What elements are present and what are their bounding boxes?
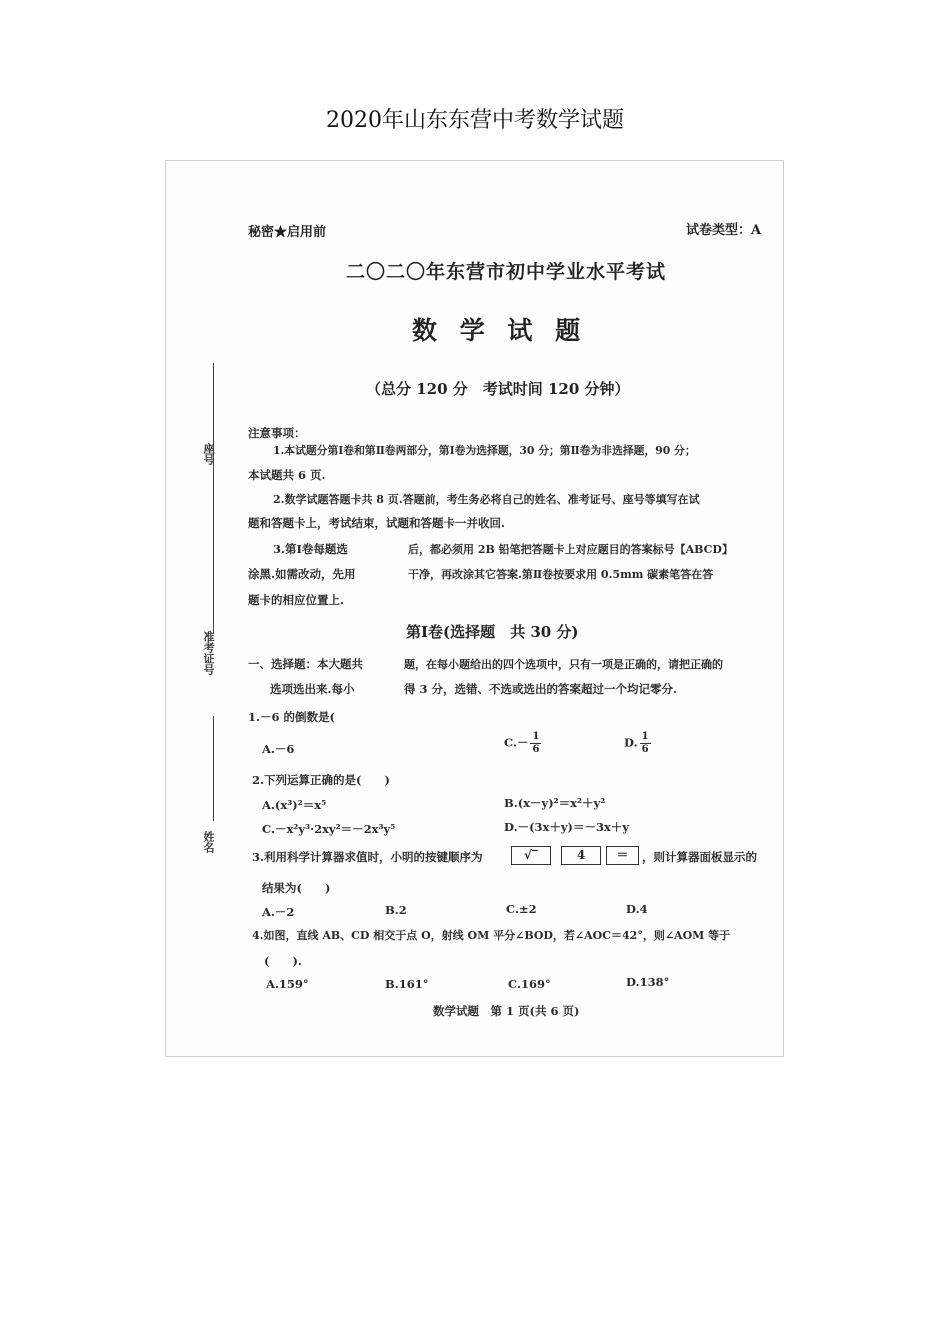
calculator-key-equals: ＝ [606, 846, 639, 865]
question-4-stem: 4.如图，直线 AB、CD 相交于点 O，射线 OM 平分∠BOD，若∠AOC＝42°，则∠AOM 等于 [252, 929, 731, 942]
binding-line-middle [213, 493, 214, 633]
question-1-option-a: A.－6 [262, 742, 295, 756]
question-1-option-c [504, 731, 541, 756]
notice-line: 1.本试题分第Ⅰ卷和第Ⅱ卷两部分，第Ⅰ卷为选择题，30 分；第Ⅱ卷为非选择题，90 分； [273, 444, 696, 457]
notice-line: 本试题共 6 页. [248, 468, 326, 482]
fraction-numerator: 1 [532, 731, 540, 742]
side-label-seat: 座号 [202, 443, 215, 465]
option-c-prefix: C.－ [504, 735, 529, 750]
question-4-paren: ( ). [264, 954, 302, 968]
fraction [640, 731, 651, 756]
notice-line: 题卡的相应位置上. [248, 593, 345, 607]
section-title: 第Ⅰ卷(选择题 共 30 分) [406, 623, 579, 641]
question-1-stem: 1.－6 的倒数是( [248, 710, 335, 724]
question-3-option-b: B.2 [385, 903, 407, 917]
question-3-option-c: C.±2 [506, 902, 537, 916]
secret-label: 秘密★启用前 [248, 225, 327, 240]
question-2-stem: 2.下列运算正确的是( ) [252, 773, 390, 787]
question-4-option-c: C.169° [508, 977, 551, 991]
question-4-option-b: B.161° [385, 977, 429, 991]
calculator-key-4: 4 [561, 846, 601, 865]
score-time: （总分 120 分 考试时间 120 分钟） [366, 380, 630, 398]
instructions-line: 一、选择题：本大题共 [248, 657, 363, 671]
question-2-option-b: B.(x－y)²＝x²＋y² [504, 796, 606, 810]
question-3-option-d: D.4 [626, 902, 648, 916]
question-3-stem: 3.利用科学计算器求值时，小明的按键顺序为 [252, 850, 483, 864]
question-1-option-d [624, 731, 651, 756]
notice-line: 题和答题卡上，考试结束，试题和答题卡一并收回. [248, 516, 506, 530]
question-4-option-a: A.159° [266, 977, 309, 991]
binding-line-lower [213, 716, 214, 821]
fraction [530, 731, 541, 756]
scanned-exam-page [165, 160, 784, 1057]
question-2-option-c: C.－x²y³·2xy²＝－2x³y⁵ [262, 822, 396, 836]
option-d-prefix: D. [624, 735, 638, 750]
question-4-option-d: D.138° [626, 975, 670, 989]
question-3-stem-end: 结果为( ) [262, 881, 331, 895]
notice-line: 后，都必须用 2B 铅笔把答题卡上对应题目的答案标号【ABCD】 [408, 543, 733, 556]
notice-line: 3.第Ⅰ卷每题选 [273, 542, 348, 556]
notice-line: 干净，再改涂其它答案.第Ⅱ卷按要求用 0.5mm 碳素笔答在答 [408, 568, 714, 581]
notice-line: 2.数学试题答题卡共 8 页.答题前，考生务必将自己的姓名、准考证号、座号等填写在试 [273, 493, 700, 506]
page-footer: 数学试题 第 1 页(共 6 页) [433, 1004, 580, 1018]
notice-title: 注意事项： [248, 426, 306, 440]
question-2-option-a: A.(x³)²＝x⁵ [262, 798, 327, 812]
calculator-key-sqrt: √‾ [511, 846, 551, 865]
instructions-line: 题，在每小题给出的四个选项中，只有一项是正确的，请把正确的 [404, 658, 723, 671]
side-label-ticket: 准考证号 [202, 631, 215, 675]
instructions-line: 选项选出来.每小 [270, 682, 355, 696]
question-2-option-d: D.－(3x＋y)＝－3x＋y [504, 820, 630, 834]
question-3-stem-cont: ，则计算器面板显示的 [642, 850, 757, 864]
fraction-denominator: 6 [532, 744, 540, 755]
instructions-line: 得 3 分，选错、不选或选出的答案超过一个均记零分. [404, 682, 678, 696]
exam-heading: 二〇二〇年东营市初中学业水平考试 [346, 261, 667, 283]
paper-type: 试卷类型：A [686, 223, 762, 238]
subject-title: 数 学 试 题 [412, 316, 581, 345]
question-3-option-a: A.－2 [262, 905, 295, 919]
fraction-denominator: 6 [641, 744, 649, 755]
notice-line: 涂黑.如需改动，先用 [248, 567, 356, 581]
document-title: 2020年山东东营中考数学试题 [326, 108, 624, 133]
side-label-name: 姓名 [202, 831, 215, 853]
fraction-numerator: 1 [641, 731, 649, 742]
